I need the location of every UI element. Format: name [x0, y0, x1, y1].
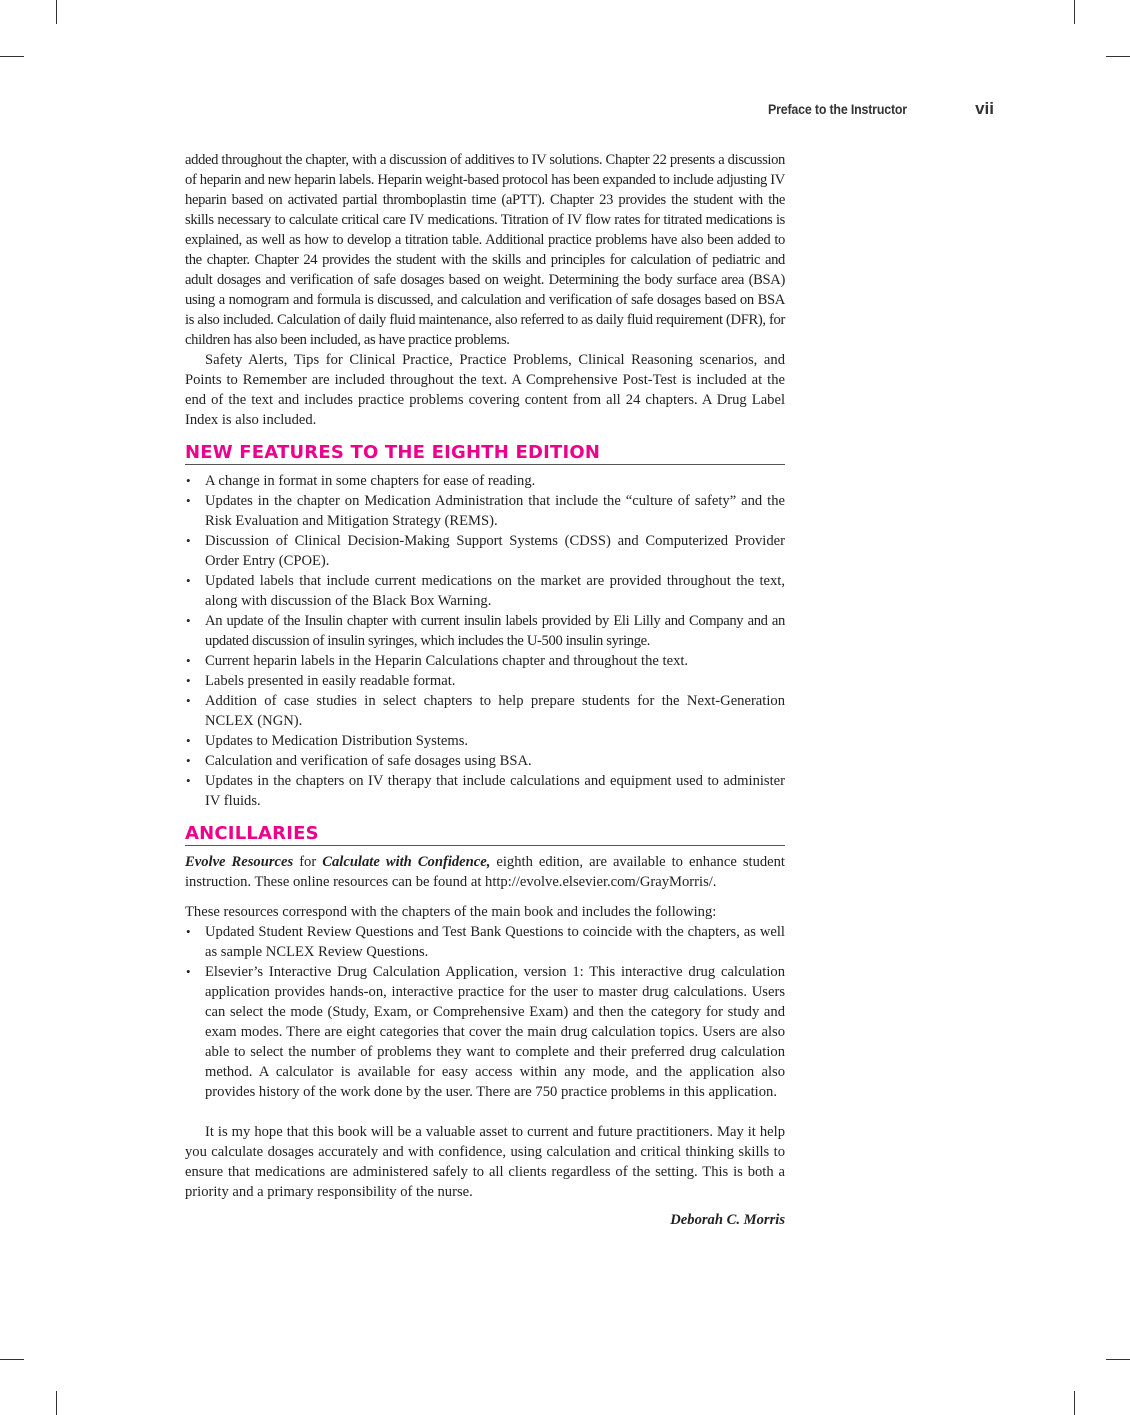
list-item: • An update of the Insulin chapter with current insulin labels provided by Eli Lilly and Company and an updated discussion of insulin syringes, which includes the U-500 insulin syringe. [185, 611, 785, 651]
running-head [600, 101, 996, 121]
ancillaries-intro [185, 852, 785, 892]
new-features-list [185, 471, 785, 811]
crop-mark-bottom-left-h [0, 1359, 24, 1360]
list-item: • Updates in the chapter on Medication Administration that include the “culture of safety” and the Risk Evaluation and Mitigation Strategy (REMS). [185, 491, 785, 531]
section-heading-new-features [185, 442, 785, 465]
list-item: • Updates to Medication Distribution Systems. [185, 731, 785, 751]
list-item: • Updated Student Review Questions and Test Bank Questions to coincide with the chapters, as well as sample NCLEX Review Questions. [185, 922, 785, 962]
page-number: vii [975, 99, 994, 118]
closing-paragraph: It is my hope that this book will be a valuable asset to current and future practitioners. May it help you calculate dosages accurately and with confidence, using calculation and critical thinking skills to ensure that medications are administered safely to all clients regardless of the setting. This is both a priority and a primary responsibility of the nurse. [185, 1124, 785, 1200]
author-signature: Deborah C. Morris [670, 1212, 785, 1228]
list-item: • A change in format in some chapters for ease of reading. [185, 471, 785, 491]
crop-mark-bottom-right [1074, 1391, 1075, 1415]
ancillaries-for: for [293, 854, 323, 870]
crop-mark-top-right [1074, 0, 1075, 24]
section-heading-ancillaries [185, 823, 785, 846]
crop-mark-top-right-h [1106, 56, 1130, 57]
section-heading-ancillaries-text: ANCILLARIES [185, 823, 319, 844]
list-item: • Discussion of Clinical Decision-Making Support Systems (CDSS) and Computerized Provider Order Entry (CPOE). [185, 531, 785, 571]
list-item: • Elsevier’s Interactive Drug Calculation Application, version 1: This interactive drug calculation application provides hands-on, interactive practice for the user to master drug calculations. Users can select the mode (Study, Exam, or Comprehensive Exam) and then the category for study and exam modes. There are eight categories that cover the main drug calculation topics. Users are also able to select the number of problems they want to complete and their preferred drug calculation method. A calculator is available for easy access within any mode, and the application also provides history of the work done by the user. There are 750 practice problems in this application. [185, 962, 785, 1102]
page-body [185, 150, 785, 1230]
ancillaries-intro-rest: eighth edition, are available to enhance student instruction. These online resources can be found at http://evolve.elsevier.com/GrayMorris/. [185, 854, 785, 890]
list-item: • Updates in the chapters on IV therapy that include calculations and equipment used to administer IV fluids. [185, 771, 785, 811]
crop-mark-bottom-left [56, 1391, 57, 1415]
list-item: • Current heparin labels in the Heparin Calculations chapter and throughout the text. [185, 651, 785, 671]
book-title: Calculate with Confidence, [322, 854, 491, 870]
intro-paragraph: added throughout the chapter, with a discussion of additives to IV solutions. Chapter 22 presents a discussion of heparin and new heparin labels. Heparin weight-based protocol has been expanded to include adjusting IV heparin based on activated partial thromboplastin time (aPTT). Chapter 23 provides the student with the skills necessary to calculate critical care IV medications. Titration of IV flow rates for titrated medications is explained, as well as how to develop a titration table. Additional practice problems have also been added to the chapter. Chapter 24 provides the student with the skills and principles for calculation of pediatric and adult dosages and verification of safe dosages based on weight. Determining the body surface area (BSA) using a nomogram and formula is discussed, and calculation and verification of safe dosages based on BSA is also included. Calculation of daily fluid maintenance, also referred to as daily fluid requirement (DFR), for children has also been included, as have practice problems. [185, 152, 785, 348]
crop-mark-top-left [56, 0, 57, 24]
section-heading-new-features-text: NEW FEATURES TO THE EIGHTH EDITION [185, 442, 601, 463]
crop-mark-top-left-h [0, 56, 24, 57]
list-item: • Labels presented in easily readable format. [185, 671, 785, 691]
list-item: • Addition of case studies in select chapters to help prepare students for the Next-Generation NCLEX (NGN). [185, 691, 785, 731]
intro-paragraph-2: Safety Alerts, Tips for Clinical Practice, Practice Problems, Clinical Reasoning scenarios, and Points to Remember are included throughout the text. A Comprehensive Post-Test is included at the end of the text and includes practice problems covering content from all 24 chapters. A Drug Label Index is also included. [185, 352, 785, 428]
resources-list-intro: These resources correspond with the chapters of the main book and includes the following: [185, 904, 717, 920]
running-head-title: Preface to the Instructor [768, 102, 907, 117]
crop-mark-bottom-right-h [1106, 1359, 1130, 1360]
list-item: • Calculation and verification of safe dosages using BSA. [185, 751, 785, 771]
list-item: • Updated labels that include current medications on the market are provided throughout the text, along with discussion of the Black Box Warning. [185, 571, 785, 611]
evolve-resources-term: Evolve Resources [185, 854, 294, 870]
ancillaries-list [185, 922, 785, 1102]
